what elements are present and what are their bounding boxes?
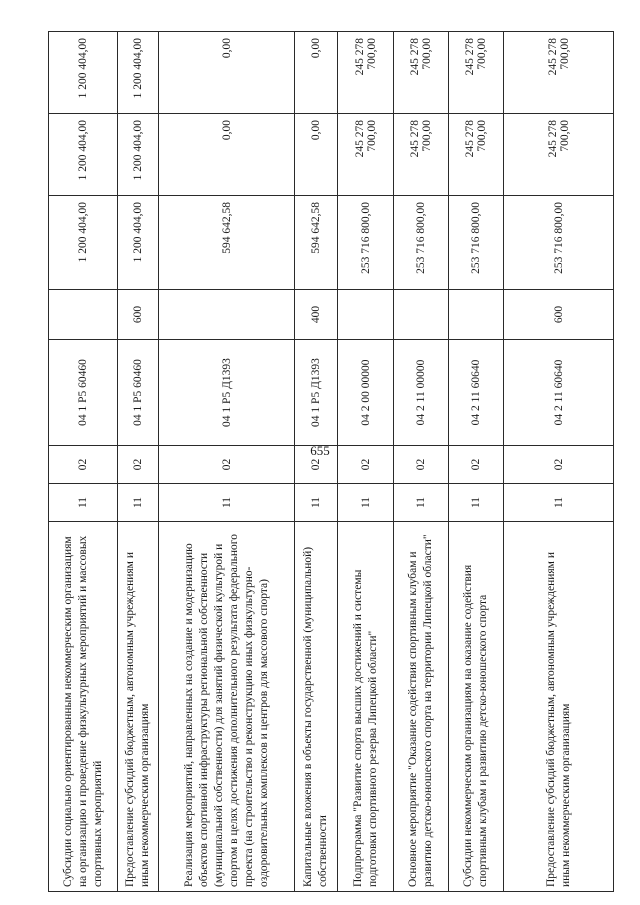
target-code-cell: 04 2 11 00000 [394, 340, 449, 446]
chapter-cell: 11 [394, 484, 449, 522]
row-name: Реализация мероприятий, направленных на создание и модернизацию объектов спортивной инфраструктуры региональной собственности (муниципальной собственности) для занятий физической культурой и спортом в целях достижения дополнительного результата федерального проекта (на строительство и реконструкцию иных физкультурно-оздоровительных комплексов и центров для массового спорта) [159, 522, 295, 892]
chapter-cell: 11 [338, 484, 394, 522]
subsection-cell: 02 [504, 446, 614, 484]
amount-year1-cell: 594 642,58 [159, 196, 295, 290]
subsection-cell: 02 [295, 446, 338, 484]
subsection-cell: 02 [159, 446, 295, 484]
table-row [504, 32, 614, 892]
row-name: Субсидии некоммерческим организациям на оказание содействия спортивным клубам и развитию детско-юношеского спорта [449, 522, 504, 892]
amount-year3-cell: 1 200 404,00 [49, 32, 118, 114]
amount-year1-cell: 1 200 404,00 [118, 196, 159, 290]
table-row [449, 32, 504, 892]
expense-type-cell [159, 290, 295, 340]
target-code-cell: 04 1 P5 60460 [49, 340, 118, 446]
chapter-cell: 11 [49, 484, 118, 522]
amount-year3-cell: 0,00 [295, 32, 338, 114]
amount-year1-cell: 1 200 404,00 [49, 196, 118, 290]
amount-year3-cell: 245 278 700,00 [394, 32, 449, 114]
amount-year2-cell: 1 200 404,00 [118, 114, 159, 196]
table-row [49, 32, 118, 892]
amount-year3-cell: 245 278 700,00 [504, 32, 614, 114]
subsection-cell: 02 [338, 446, 394, 484]
target-code-cell: 04 1 P5 Д1393 [159, 340, 295, 446]
amount-year1-cell: 253 716 800,00 [504, 196, 614, 290]
amount-year2-cell: 245 278 700,00 [394, 114, 449, 196]
target-code-cell: 04 2 11 60640 [504, 340, 614, 446]
row-name: Капитальные вложения в объекты государственной (муниципальной) собственности [295, 522, 338, 892]
amount-year3-cell: 245 278 700,00 [338, 32, 394, 114]
target-code-cell: 04 1 P5 60460 [118, 340, 159, 446]
amount-year2-cell: 1 200 404,00 [49, 114, 118, 196]
subsection-cell: 02 [49, 446, 118, 484]
amount-year3-cell: 1 200 404,00 [118, 32, 159, 114]
row-name: Предоставление субсидий бюджетным, автономным учреждениям и иным некоммерческим организациям [504, 522, 614, 892]
amount-year2-cell: 245 278 700,00 [504, 114, 614, 196]
expense-type-cell: 400 [295, 290, 338, 340]
table-row [295, 32, 338, 892]
expense-type-cell [394, 290, 449, 340]
target-code-cell: 04 2 00 00000 [338, 340, 394, 446]
amount-year1-cell: 253 716 800,00 [394, 196, 449, 290]
amount-year2-cell: 245 278 700,00 [338, 114, 394, 196]
amount-year3-cell: 245 278 700,00 [449, 32, 504, 114]
table-row [118, 32, 159, 892]
chapter-cell: 11 [159, 484, 295, 522]
expense-type-cell [449, 290, 504, 340]
table-row [394, 32, 449, 892]
table-row [159, 32, 295, 892]
amount-year2-cell: 245 278 700,00 [449, 114, 504, 196]
subsection-cell: 02 [449, 446, 504, 484]
chapter-cell: 11 [295, 484, 338, 522]
row-name: Подпрограмма "Развитие спорта высших достижений и системы подготовки спортивного резерва Липецкой области" [338, 522, 394, 892]
chapter-cell: 11 [118, 484, 159, 522]
target-code-cell: 04 1 P5 Д1393 [295, 340, 338, 446]
amount-year1-cell: 253 716 800,00 [449, 196, 504, 290]
row-name: Субсидии социально ориентированным некоммерческим организациям на организацию и проведение физкультурных мероприятий и массовых спортивных мероприятий [49, 522, 118, 892]
expense-type-cell [49, 290, 118, 340]
amount-year1-cell: 594 642,58 [295, 196, 338, 290]
rotated-table-frame [48, 32, 613, 892]
budget-table [48, 31, 614, 892]
subsection-cell: 02 [394, 446, 449, 484]
amount-year2-cell: 0,00 [295, 114, 338, 196]
amount-year1-cell: 253 716 800,00 [338, 196, 394, 290]
chapter-cell: 11 [504, 484, 614, 522]
chapter-cell: 11 [449, 484, 504, 522]
row-name: Основное мероприятие "Оказание содействия спортивным клубам и развитию детско-юношеского спорта на территории Липецкой области" [394, 522, 449, 892]
target-code-cell: 04 2 11 60640 [449, 340, 504, 446]
expense-type-cell: 600 [118, 290, 159, 340]
amount-year3-cell: 0,00 [159, 32, 295, 114]
amount-year2-cell: 0,00 [159, 114, 295, 196]
subsection-cell: 02 [118, 446, 159, 484]
table-row [338, 32, 394, 892]
row-name: Предоставление субсидий бюджетным, автономным учреждениям и иным некоммерческим организациям [118, 522, 159, 892]
page-number: 655 [310, 443, 330, 458]
expense-type-cell: 600 [504, 290, 614, 340]
expense-type-cell [338, 290, 394, 340]
